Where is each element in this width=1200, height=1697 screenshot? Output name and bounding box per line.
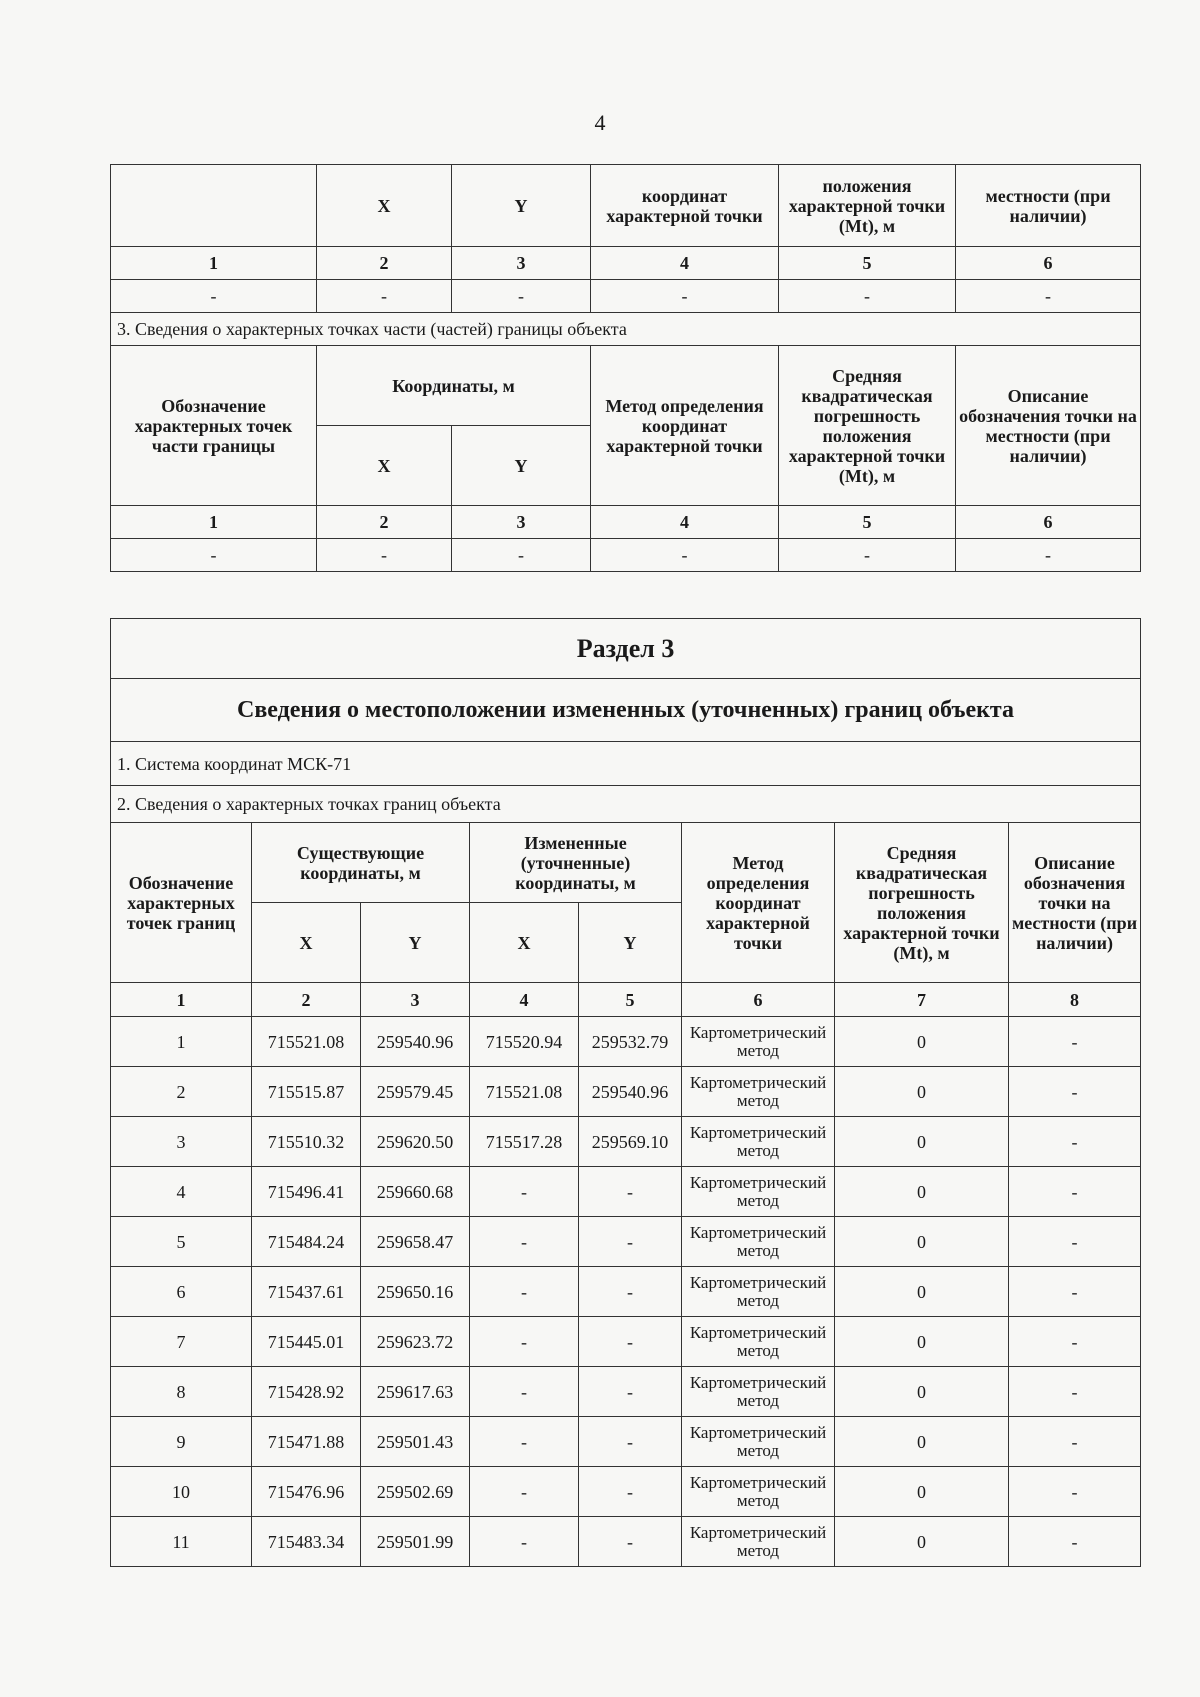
method: Картометрический метод [682, 1117, 835, 1167]
header-error: Средняя квадратическая погрешность положения характерной точки (Mt), м [779, 346, 956, 506]
description: - [1009, 1017, 1141, 1067]
number-cell: 4 [591, 506, 779, 539]
number-cell: 2 [252, 983, 361, 1017]
error: 0 [835, 1217, 1009, 1267]
existing-y: 259501.43 [361, 1417, 470, 1467]
header-coords: Координаты, м [317, 346, 591, 426]
changed-x: - [470, 1167, 579, 1217]
table-row [111, 1117, 1141, 1167]
number-row [111, 983, 1141, 1017]
header-cell: местности (при наличии) [956, 165, 1141, 247]
description: - [1009, 1417, 1141, 1467]
point-number: 6 [111, 1267, 252, 1317]
changed-y: - [579, 1517, 682, 1567]
section3-table [110, 618, 1141, 1567]
method: Картометрический метод [682, 1167, 835, 1217]
existing-y: 259660.68 [361, 1167, 470, 1217]
number-cell: 5 [579, 983, 682, 1017]
table-row [111, 1517, 1141, 1567]
number-cell: 1 [111, 983, 252, 1017]
error: 0 [835, 1017, 1009, 1067]
point-number: 10 [111, 1467, 252, 1517]
section-subtitle: Сведения о местоположении измененных (уточненных) границ объекта [111, 679, 1141, 742]
part3-heading: 3. Сведения о характерных точках части (частей) границы объекта [111, 313, 1141, 346]
number-cell: 3 [452, 247, 591, 280]
header-cell: координат характерной точки [591, 165, 779, 247]
section-title: Раздел 3 [111, 619, 1141, 679]
table-row [111, 1267, 1141, 1317]
changed-x: - [470, 1217, 579, 1267]
point-number: 5 [111, 1217, 252, 1267]
empty-cell: - [452, 539, 591, 572]
number-cell: 6 [682, 983, 835, 1017]
existing-y: 259579.45 [361, 1067, 470, 1117]
changed-x: 715517.28 [470, 1117, 579, 1167]
error: 0 [835, 1517, 1009, 1567]
changed-x: - [470, 1317, 579, 1367]
point-number: 4 [111, 1167, 252, 1217]
existing-x: 715521.08 [252, 1017, 361, 1067]
method: Картометрический метод [682, 1317, 835, 1367]
changed-y: - [579, 1317, 682, 1367]
changed-y: - [579, 1367, 682, 1417]
existing-x: 715428.92 [252, 1367, 361, 1417]
header-y: Y [452, 426, 591, 506]
changed-x: - [470, 1417, 579, 1467]
method: Картометрический метод [682, 1267, 835, 1317]
number-cell: 8 [1009, 983, 1141, 1017]
empty-cell: - [452, 280, 591, 313]
point-number: 1 [111, 1017, 252, 1067]
table-row [111, 1017, 1141, 1067]
empty-row [111, 280, 1141, 313]
number-cell: 3 [361, 983, 470, 1017]
table-row [111, 1317, 1141, 1367]
method: Картометрический метод [682, 1367, 835, 1417]
points-heading: 2. Сведения о характерных точках границ объекта [111, 786, 1141, 823]
error: 0 [835, 1417, 1009, 1467]
empty-cell: - [111, 539, 317, 572]
part2-table [110, 164, 1141, 572]
number-cell: 6 [956, 247, 1141, 280]
point-number: 2 [111, 1067, 252, 1117]
continued-header-row [111, 165, 1141, 247]
header-cell [111, 165, 317, 247]
changed-y: 259532.79 [579, 1017, 682, 1067]
number-row [111, 247, 1141, 280]
point-number: 3 [111, 1117, 252, 1167]
empty-cell: - [317, 539, 452, 572]
point-number: 9 [111, 1417, 252, 1467]
description: - [1009, 1367, 1141, 1417]
error: 0 [835, 1067, 1009, 1117]
number-cell: 2 [317, 506, 452, 539]
table-row [111, 1467, 1141, 1517]
header-cell: положения характерной точки (Mt), м [779, 165, 956, 247]
description: - [1009, 1167, 1141, 1217]
existing-x: 715471.88 [252, 1417, 361, 1467]
number-cell: 2 [317, 247, 452, 280]
header-description: Описание обозначения точки на местности (при наличии) [1009, 823, 1141, 983]
number-cell: 4 [470, 983, 579, 1017]
error: 0 [835, 1267, 1009, 1317]
changed-x: - [470, 1267, 579, 1317]
header-error: Средняя квадратическая погрешность положения характерной точки (Mt), м [835, 823, 1009, 983]
changed-y: - [579, 1167, 682, 1217]
changed-y: 259569.10 [579, 1117, 682, 1167]
page-number: 4 [594, 110, 606, 135]
empty-cell: - [591, 280, 779, 313]
empty-cell: - [956, 280, 1141, 313]
method: Картометрический метод [682, 1067, 835, 1117]
changed-x: - [470, 1367, 579, 1417]
header-y: Y [361, 903, 470, 983]
header-cell: X [317, 165, 452, 247]
description: - [1009, 1517, 1141, 1567]
number-cell: 6 [956, 506, 1141, 539]
header-changed: Измененные (уточненные) координаты, м [470, 823, 682, 903]
description: - [1009, 1117, 1141, 1167]
changed-x: - [470, 1467, 579, 1517]
number-cell: 1 [111, 247, 317, 280]
table-row [111, 1217, 1141, 1267]
existing-x: 715510.32 [252, 1117, 361, 1167]
error: 0 [835, 1117, 1009, 1167]
error: 0 [835, 1467, 1009, 1517]
points-body [111, 1017, 1141, 1567]
changed-y: - [579, 1217, 682, 1267]
number-cell: 5 [779, 506, 956, 539]
description: - [1009, 1267, 1141, 1317]
number-cell: 4 [591, 247, 779, 280]
existing-x: 715496.41 [252, 1167, 361, 1217]
existing-y: 259623.72 [361, 1317, 470, 1367]
description: - [1009, 1317, 1141, 1367]
changed-x: - [470, 1517, 579, 1567]
existing-y: 259617.63 [361, 1367, 470, 1417]
existing-y: 259540.96 [361, 1017, 470, 1067]
empty-cell: - [779, 539, 956, 572]
existing-x: 715515.87 [252, 1067, 361, 1117]
changed-y: - [579, 1467, 682, 1517]
header-y: Y [579, 903, 682, 983]
table-row [111, 1367, 1141, 1417]
existing-y: 259502.69 [361, 1467, 470, 1517]
existing-x: 715437.61 [252, 1267, 361, 1317]
header-existing: Существующие координаты, м [252, 823, 470, 903]
point-number: 8 [111, 1367, 252, 1417]
existing-y: 259658.47 [361, 1217, 470, 1267]
method: Картометрический метод [682, 1417, 835, 1467]
changed-x: 715521.08 [470, 1067, 579, 1117]
table-row [111, 1167, 1141, 1217]
header-method: Метод определения координат характерной точки [591, 346, 779, 506]
description: - [1009, 1217, 1141, 1267]
existing-y: 259501.99 [361, 1517, 470, 1567]
number-row [111, 506, 1141, 539]
header-x: X [252, 903, 361, 983]
header-x: X [470, 903, 579, 983]
existing-x: 715445.01 [252, 1317, 361, 1367]
number-cell: 1 [111, 506, 317, 539]
description: - [1009, 1467, 1141, 1517]
header-designation: Обозначение характерных точек границ [111, 823, 252, 983]
point-number: 11 [111, 1517, 252, 1567]
empty-cell: - [111, 280, 317, 313]
method: Картометрический метод [682, 1017, 835, 1067]
empty-cell: - [317, 280, 452, 313]
method: Картометрический метод [682, 1517, 835, 1567]
description: - [1009, 1067, 1141, 1117]
empty-cell: - [591, 539, 779, 572]
existing-y: 259620.50 [361, 1117, 470, 1167]
header-designation: Обозначение характерных точек части границы [111, 346, 317, 506]
changed-y: - [579, 1267, 682, 1317]
existing-x: 715484.24 [252, 1217, 361, 1267]
changed-y: 259540.96 [579, 1067, 682, 1117]
existing-x: 715476.96 [252, 1467, 361, 1517]
method: Картометрический метод [682, 1467, 835, 1517]
header-method: Метод определения координат характерной точки [682, 823, 835, 983]
error: 0 [835, 1317, 1009, 1367]
number-cell: 7 [835, 983, 1009, 1017]
existing-x: 715483.34 [252, 1517, 361, 1567]
coord-system: 1. Система координат МСК-71 [111, 742, 1141, 786]
header-description: Описание обозначения точки на местности (при наличии) [956, 346, 1141, 506]
number-cell: 3 [452, 506, 591, 539]
empty-cell: - [956, 539, 1141, 572]
method: Картометрический метод [682, 1217, 835, 1267]
header-x: X [317, 426, 452, 506]
existing-y: 259650.16 [361, 1267, 470, 1317]
error: 0 [835, 1367, 1009, 1417]
header-cell: Y [452, 165, 591, 247]
empty-row [111, 539, 1141, 572]
changed-x: 715520.94 [470, 1017, 579, 1067]
table-row [111, 1067, 1141, 1117]
changed-y: - [579, 1417, 682, 1467]
table-row [111, 1417, 1141, 1467]
empty-cell: - [779, 280, 956, 313]
error: 0 [835, 1167, 1009, 1217]
number-cell: 5 [779, 247, 956, 280]
point-number: 7 [111, 1317, 252, 1367]
